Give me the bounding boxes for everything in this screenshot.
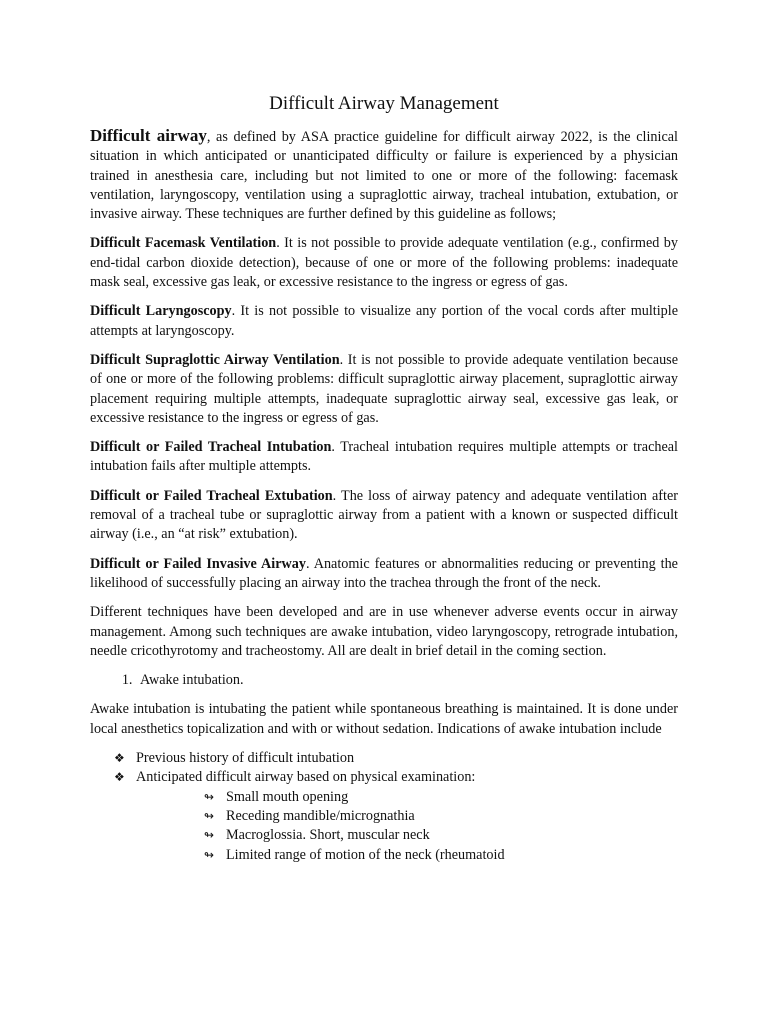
sub-list-item — [136, 846, 678, 865]
list-item: 1. Awake intubation. — [136, 671, 678, 690]
sub-list-item — [136, 788, 678, 807]
definition-term: Difficult Supraglottic Airway Ventilation — [90, 351, 340, 368]
definition-invasive-airway — [90, 555, 678, 594]
arrow-bullet-icon: ↬ — [204, 789, 215, 804]
sub-list-item-text: Small mouth opening — [226, 788, 349, 805]
arrow-bullet-icon: ↬ — [204, 847, 215, 862]
sub-list-item — [136, 826, 678, 845]
sub-list-item-text: Limited range of motion of the neck (rheumatoid — [226, 846, 505, 863]
definition-term: Difficult or Failed Invasive Airway — [90, 555, 306, 572]
definition-term: Difficult or Failed Tracheal Intubation — [90, 439, 332, 456]
definition-facemask-ventilation — [90, 234, 678, 292]
definition-text: . The loss of airway patency and adequate ventilation after removal of a tracheal tube or supraglottic airway from a patient with a known or suspected difficult airway (i.e., an “at risk” extubation). — [90, 487, 678, 543]
definition-text: . Tracheal intubation requires multiple attempts or tracheal intubation fails after multiple attempts. — [90, 439, 679, 475]
definition-text: . It is not possible to provide adequate ventilation because of one or more of the following problems: difficult supraglottic airway placement, supraglottic airway placement requiring multiple attempts, inadequate supraglottic airway seal, excessive gas leak, or excessive resistance to the ingress or egress of gas. — [90, 351, 679, 426]
document-page — [90, 92, 678, 865]
list-item — [90, 749, 678, 768]
list-item — [90, 768, 678, 864]
diamond-bullet-icon: ❖ — [114, 770, 125, 785]
arrow-bullet-icon: ↬ — [204, 808, 215, 823]
intro-text: , as defined by ASA practice guideline for difficult airway 2022, is the clinical situation in which anticipated or unanticipated difficulty or failure is experienced by a physician trained in anesthesia care, including but not limited to one or more of the following: facemask ventilation, laryngoscopy, ventilation using a supraglottic airway, tracheal intubation, extubation, or invasive airway. These techniques are further defined by this guideline as follows; — [90, 129, 678, 223]
definition-supraglottic-ventilation — [90, 351, 678, 428]
physical-exam-sublist — [136, 788, 678, 865]
diamond-bullet-icon: ❖ — [114, 751, 125, 766]
definition-text: . Anatomic features or abnormalities reducing or preventing the likelihood of successfully placing an airway into the trachea through the front of the neck. — [90, 555, 678, 591]
sub-list-item — [136, 807, 678, 826]
page-title: Difficult Airway Management — [269, 93, 499, 114]
techniques-paragraph: Different techniques have been developed and are in use whenever adverse events occur in airway management. Among such techniques are awake intubation, video laryngoscopy, retrograde intubation, needle cricothyrotomy and tracheostomy. All are dealt in brief detail in the coming section. — [90, 604, 678, 659]
definition-text: . It is not possible to visualize any portion of the vocal cords after multiple attempts at laryngoscopy. — [90, 303, 678, 339]
sub-list-item-text: Macroglossia. Short, muscular neck — [226, 827, 430, 844]
definition-term: Difficult Facemask Ventilation — [90, 235, 277, 252]
arrow-bullet-icon: ↬ — [204, 828, 215, 843]
definition-text: . It is not possible to provide adequate ventilation (e.g., confirmed by end-tidal carbon dioxide detection), because of one or more of the following problems: inadequate mask seal, excessive gas leak, or excessive resistance to the ingress or egress of gas. — [90, 235, 678, 291]
numbered-list — [90, 671, 678, 690]
definition-tracheal-intubation — [90, 438, 678, 477]
list-item-text: Anticipated difficult airway based on physical examination: — [136, 769, 476, 786]
sub-list-item-text: Receding mandible/micrognathia — [226, 807, 415, 824]
intro-paragraph — [90, 126, 678, 224]
definition-term: Difficult or Failed Tracheal Extubation — [90, 487, 333, 504]
definition-tracheal-extubation — [90, 487, 678, 545]
awake-intubation-paragraph: Awake intubation is intubating the patient while spontaneous breathing is maintained. It is done under local anesthetics topicalization and with or without sedation. Indications of awake intubation include — [90, 701, 678, 737]
indications-list — [90, 749, 678, 865]
intro-term: Difficult airway — [90, 126, 207, 145]
list-item-text: Previous history of difficult intubation — [136, 750, 355, 767]
definition-laryngoscopy — [90, 302, 678, 341]
definition-term: Difficult Laryngoscopy — [90, 303, 232, 320]
